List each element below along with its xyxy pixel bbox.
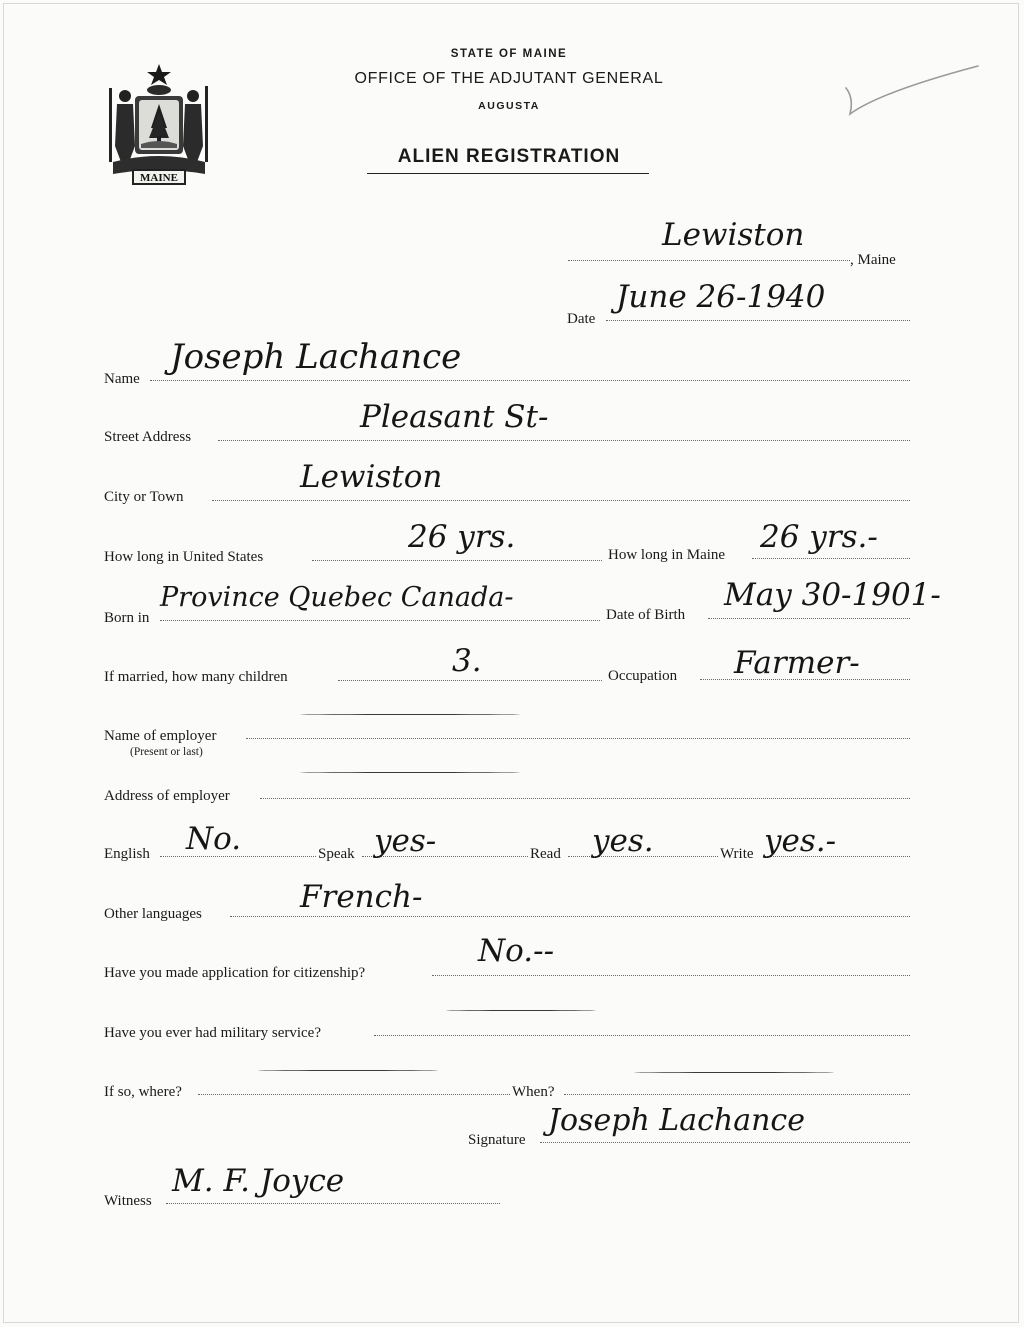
military-dash — [446, 1010, 596, 1011]
place-line — [568, 260, 850, 261]
military-label: Have you ever had military service? — [104, 1025, 321, 1041]
citizenship-line — [432, 975, 910, 976]
english-value: No. — [186, 821, 242, 857]
read-value: yes. — [592, 823, 654, 859]
children-line — [338, 680, 602, 681]
where-dash — [258, 1070, 438, 1071]
state-heading: STATE OF MAINE — [450, 48, 568, 60]
date-of-birth-line — [708, 618, 910, 619]
witness-line — [166, 1203, 500, 1204]
employer-name-line — [246, 738, 910, 739]
born-in-line — [160, 620, 600, 621]
date-of-birth-value: May 30-1901- — [724, 577, 941, 613]
city-label: City or Town — [104, 489, 184, 505]
employer-address-label: Address of employer — [104, 788, 230, 804]
how-long-maine-line — [752, 558, 910, 559]
where-label: If so, where? — [104, 1084, 182, 1100]
when-line — [564, 1094, 910, 1095]
office-heading: OFFICE OF THE ADJUTANT GENERAL — [354, 70, 664, 87]
children-value: 3. — [452, 643, 482, 679]
city-value: Lewiston — [300, 459, 443, 495]
write-value: yes.- — [764, 823, 837, 859]
place-value: Lewiston — [662, 217, 805, 253]
street-label: Street Address — [104, 429, 192, 445]
speak-label: Speak — [318, 846, 355, 862]
date-label: Date — [567, 311, 596, 327]
how-long-maine-value: 26 yrs.- — [760, 519, 878, 555]
write-label: Write — [720, 846, 754, 862]
citizenship-value: No.-- — [478, 933, 555, 969]
city-line — [212, 500, 910, 501]
speak-value: yes- — [374, 823, 437, 859]
title-underline — [367, 173, 649, 174]
name-label: Name — [104, 371, 140, 387]
born-in-value: Province Quebec Canada- — [160, 582, 514, 613]
other-languages-line — [230, 916, 910, 917]
witness-label: Witness — [104, 1193, 152, 1209]
military-line — [374, 1035, 910, 1036]
occupation-label: Occupation — [608, 668, 678, 684]
when-dash — [634, 1072, 834, 1073]
when-label: When? — [512, 1084, 555, 1100]
born-in-label: Born in — [104, 610, 150, 626]
place-suffix: , Maine — [850, 252, 896, 268]
street-value: Pleasant St- — [360, 399, 549, 435]
how-long-us-value: 26 yrs. — [408, 519, 516, 555]
signature-label: Signature — [468, 1132, 526, 1148]
where-line — [198, 1094, 510, 1095]
city-heading: AUGUSTA — [478, 100, 540, 112]
witness-value: M. F. Joyce — [172, 1163, 345, 1199]
date-of-birth-label: Date of Birth — [606, 607, 686, 623]
street-line — [218, 440, 910, 441]
employer-name-sublabel: (Present or last) — [130, 746, 203, 758]
how-long-maine-label: How long in Maine — [608, 547, 726, 563]
other-languages-value: French- — [300, 879, 423, 915]
name-line — [150, 380, 910, 381]
other-languages-label: Other languages — [104, 906, 202, 922]
signature-line — [540, 1142, 910, 1143]
children-label: If married, how many children — [104, 669, 288, 685]
employer-address-line — [260, 798, 910, 799]
employer-name-dash — [300, 714, 520, 715]
employer-name-label: Name of employer — [104, 728, 217, 744]
occupation-value: Farmer- — [734, 645, 860, 681]
read-label: Read — [530, 846, 561, 862]
employer-address-dash — [300, 772, 520, 773]
signature-value: Joseph Lachance — [548, 1103, 805, 1138]
citizenship-label: Have you made application for citizenship? — [104, 965, 366, 981]
date-line — [606, 320, 910, 321]
page-border — [3, 3, 1019, 1323]
name-value: Joseph Lachance — [170, 337, 462, 377]
how-long-us-line — [312, 560, 602, 561]
how-long-us-label: How long in United States — [104, 549, 264, 565]
english-label: English — [104, 846, 150, 862]
date-value: June 26-1940 — [616, 279, 826, 315]
form-title: ALIEN REGISTRATION — [397, 146, 621, 167]
svg-text:MAINE: MAINE — [140, 172, 178, 184]
